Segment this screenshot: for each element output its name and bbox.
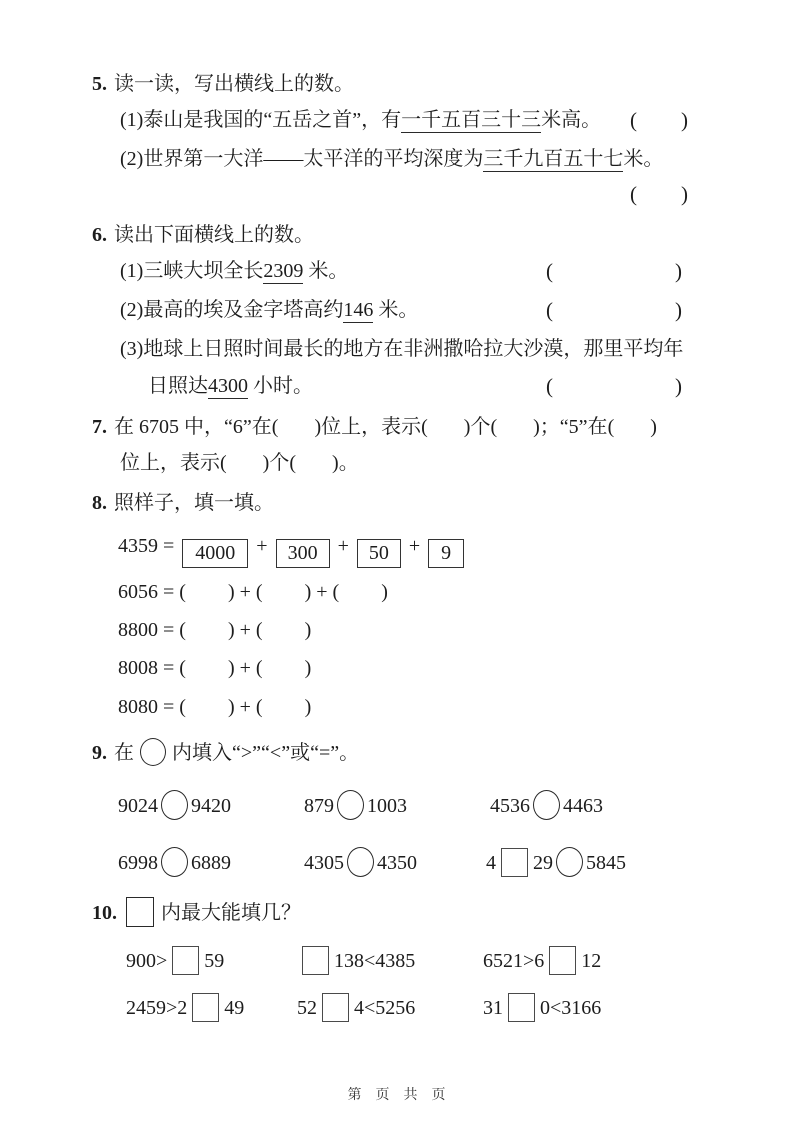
compare-circle xyxy=(140,738,166,766)
q10-cell-1 xyxy=(126,946,224,976)
close-paren: ) xyxy=(304,581,312,603)
close-paren: ) xyxy=(681,182,688,206)
q6-item3-line2 xyxy=(148,371,313,401)
inequality-post: 12 xyxy=(581,950,602,972)
close-paren: ) xyxy=(675,298,682,322)
item-text: (1)三峡大坝全长 xyxy=(120,260,264,282)
item-text: (2)最高的埃及金字塔高约 xyxy=(120,299,344,321)
plus-sign: + xyxy=(239,619,251,641)
plus-sign: + xyxy=(337,535,349,557)
q10-cell-4 xyxy=(126,993,244,1023)
close-paren: ) xyxy=(533,416,540,438)
q6-item1-answer-blank xyxy=(546,256,682,286)
open-paren: ( xyxy=(490,416,498,438)
open-paren: ( xyxy=(630,108,637,132)
open-paren: ( xyxy=(546,298,553,322)
q10-cell-2 xyxy=(297,946,415,976)
q10-cell-5 xyxy=(297,993,415,1023)
item-text: ；“5”在 xyxy=(539,416,608,438)
compare-right: 1003 xyxy=(367,795,407,817)
open-paren: ( xyxy=(179,696,186,718)
compare-right: 6889 xyxy=(191,852,231,874)
equation-lhs: 4359 xyxy=(118,535,158,557)
plus-sign: + xyxy=(239,696,251,718)
q8-number: 8. xyxy=(92,492,107,514)
fill-box xyxy=(126,897,154,927)
equals-sign: = xyxy=(163,535,175,557)
open-paren: ( xyxy=(179,657,186,679)
compare-circle xyxy=(161,847,188,877)
close-paren: ) xyxy=(227,657,235,679)
compare-circle xyxy=(337,790,364,820)
q7-number: 7. xyxy=(92,416,107,438)
inequality-pre: 31 xyxy=(483,997,503,1019)
compare-circle xyxy=(161,790,188,820)
fill-box xyxy=(322,993,349,1022)
fill-box xyxy=(302,946,329,975)
close-paren: ) xyxy=(304,657,312,679)
equals-sign: = xyxy=(163,619,175,641)
answer-parens xyxy=(256,653,311,683)
underlined-number: 一千五百三十三 xyxy=(401,109,542,131)
inequality-pre: 52 xyxy=(297,997,317,1019)
open-paren: ( xyxy=(179,619,186,641)
equals-sign: = xyxy=(163,581,175,603)
answer-parens xyxy=(256,692,311,722)
plus-sign: + xyxy=(408,535,421,557)
compare-left: 4536 xyxy=(490,795,530,817)
value-box: 4000 xyxy=(182,539,248,568)
item-text: (1)泰山是我国的“五岳之首”，有 xyxy=(120,109,402,131)
inequality-post: 4<5256 xyxy=(354,997,416,1019)
q8-example-row xyxy=(118,531,467,564)
open-paren: ( xyxy=(271,416,279,438)
q5-item1-answer-blank xyxy=(630,105,688,135)
open-paren: ( xyxy=(630,182,637,206)
q9-number: 9. xyxy=(92,742,107,764)
close-paren: ) xyxy=(227,619,235,641)
inequality-post: 49 xyxy=(224,997,245,1019)
q9-pair-1 xyxy=(118,790,231,820)
value-box: 300 xyxy=(276,539,330,568)
answer-parens xyxy=(179,653,234,683)
compare-left: 879 xyxy=(304,795,334,817)
item-text: 米。 xyxy=(303,260,349,282)
item-text: 米。 xyxy=(623,148,664,170)
compare-left: 6998 xyxy=(118,852,158,874)
q6-item3-line1 xyxy=(120,334,683,364)
close-paren: ) xyxy=(650,416,657,438)
q6-number: 6. xyxy=(92,224,107,246)
answer-parens xyxy=(179,577,234,607)
item-text: 位上，表示 xyxy=(321,416,422,438)
inequality-pre: 6521>6 xyxy=(483,950,545,972)
answer-parens xyxy=(256,577,311,607)
q8-title-line xyxy=(92,488,274,518)
value-box: 9 xyxy=(428,539,464,568)
q10-title-line xyxy=(92,897,301,927)
underlined-number: 146 xyxy=(343,299,374,321)
close-paren: ) xyxy=(227,696,235,718)
q6-item3-answer-blank xyxy=(546,371,682,401)
close-paren: ) xyxy=(681,108,688,132)
q9-title-post: 内填入“>”“<”或“=”。 xyxy=(172,742,360,764)
open-paren: ( xyxy=(255,581,263,603)
q8-row-8800 xyxy=(118,615,311,645)
q10-title-post: 内最大能填几？ xyxy=(161,902,301,924)
compare-left: 4305 xyxy=(304,852,344,874)
equals-sign: = xyxy=(163,696,175,718)
fill-box xyxy=(192,993,219,1022)
close-paren: ) xyxy=(332,452,339,474)
answer-parens xyxy=(608,412,657,442)
item-text: 个 xyxy=(470,416,491,438)
q6-item1-line xyxy=(120,256,348,286)
equation-lhs: 8080 xyxy=(118,696,158,718)
compare-left: 4 xyxy=(486,852,496,874)
open-paren: ( xyxy=(607,416,615,438)
item-text: 小时。 xyxy=(248,375,313,397)
answer-parens xyxy=(220,448,269,478)
compare-right: 4463 xyxy=(563,795,603,817)
open-paren: ( xyxy=(255,657,263,679)
open-paren: ( xyxy=(255,619,263,641)
answer-parens xyxy=(179,615,234,645)
compare-circle xyxy=(347,847,374,877)
item-text: 米。 xyxy=(373,299,419,321)
open-paren: ( xyxy=(546,259,553,283)
q9-title-pre: 在 xyxy=(114,742,134,764)
q9-pair-3 xyxy=(490,790,603,820)
inequality-post: 59 xyxy=(204,950,225,972)
q5-item2-answer-blank xyxy=(630,179,688,209)
close-paren: ) xyxy=(463,416,471,438)
compare-circle xyxy=(533,790,560,820)
inequality-pre: 2459>2 xyxy=(126,997,188,1019)
close-paren: ) xyxy=(381,581,388,603)
q5-title-line xyxy=(92,69,354,99)
q10-cell-3 xyxy=(483,946,601,976)
close-paren: ) xyxy=(314,416,322,438)
close-paren: ) xyxy=(675,259,682,283)
equation-lhs: 8800 xyxy=(118,619,158,641)
q9-pair-5 xyxy=(304,847,417,877)
q10-cell-6 xyxy=(483,993,601,1023)
answer-parens xyxy=(179,692,234,722)
plus-sign: + xyxy=(256,535,268,557)
item-text: 米高。 xyxy=(541,109,602,131)
q6-item2-line xyxy=(120,295,418,325)
plus-sign: + xyxy=(239,657,251,679)
open-paren: ( xyxy=(289,452,297,474)
q5-item1-line xyxy=(120,105,601,135)
q9-pair-4 xyxy=(118,847,231,877)
open-paren: ( xyxy=(255,696,263,718)
equation-lhs: 8008 xyxy=(118,657,158,679)
q6-title: 读出下面横线上的数。 xyxy=(114,224,314,246)
item-text: (3)地球上日照时间最长的地方在非洲撒哈拉大沙漠，那里平均年 xyxy=(120,338,684,360)
close-paren: ) xyxy=(304,619,312,641)
fill-box xyxy=(501,848,528,877)
q8-title: 照样子，填一填。 xyxy=(114,492,274,514)
q10-number: 10. xyxy=(92,902,117,924)
compare-right: 4350 xyxy=(377,852,417,874)
q6-item2-answer-blank xyxy=(546,295,682,325)
inequality-post: 0<3166 xyxy=(540,997,602,1019)
q5-number: 5. xyxy=(92,73,107,95)
q8-row-8008 xyxy=(118,653,311,683)
q6-title-line xyxy=(92,220,314,250)
item-text: 日照达 xyxy=(148,375,208,397)
plus-sign: + xyxy=(316,581,328,603)
underlined-number: 2309 xyxy=(263,260,304,282)
answer-parens xyxy=(333,577,388,607)
answer-parens xyxy=(421,412,470,442)
open-paren: ( xyxy=(220,452,227,474)
open-paren: ( xyxy=(179,581,186,603)
equation-lhs: 6056 xyxy=(118,581,158,603)
equals-sign: = xyxy=(163,657,175,679)
q8-row-8080 xyxy=(118,692,311,722)
q9-pair-special xyxy=(486,847,626,877)
compare-mid: 29 xyxy=(533,852,553,874)
item-text: 位上，表示 xyxy=(120,452,220,474)
close-paren: ) xyxy=(304,696,312,718)
q9-title-line xyxy=(92,738,359,768)
open-paren: ( xyxy=(546,374,553,398)
footer-page-label: 第页共页 xyxy=(347,1086,460,1102)
close-paren: ) xyxy=(262,452,270,474)
compare-circle xyxy=(556,847,583,877)
value-box: 50 xyxy=(357,539,401,568)
compare-right: 9420 xyxy=(191,795,231,817)
inequality-pre: 900> xyxy=(126,950,168,972)
answer-parens xyxy=(289,448,338,478)
inequality-post: 138<4385 xyxy=(334,950,416,972)
plus-sign: + xyxy=(239,581,251,603)
q7-line2 xyxy=(120,448,359,478)
q5-item2-line xyxy=(120,144,663,174)
item-text: (2)世界第一大洋——太平洋的平均深度为 xyxy=(120,148,484,170)
compare-left: 9024 xyxy=(118,795,158,817)
item-text: 。 xyxy=(338,452,359,474)
underlined-number: 三千九百五十七 xyxy=(483,148,624,170)
answer-parens xyxy=(272,412,321,442)
open-paren: ( xyxy=(421,416,428,438)
q8-row-6056 xyxy=(118,577,388,607)
fill-box xyxy=(508,993,535,1022)
item-text: 个 xyxy=(269,452,290,474)
q7-line1 xyxy=(92,412,657,442)
item-text: 在 6705 中，“6”在 xyxy=(114,416,272,438)
answer-parens xyxy=(256,615,311,645)
close-paren: ) xyxy=(227,581,235,603)
underlined-number: 4300 xyxy=(208,375,248,397)
q5-title: 读一读，写出横线上的数。 xyxy=(114,73,354,95)
open-paren: ( xyxy=(332,581,340,603)
fill-box xyxy=(549,946,576,975)
close-paren: ) xyxy=(675,374,682,398)
compare-right: 5845 xyxy=(586,852,626,874)
q9-pair-2 xyxy=(304,790,407,820)
answer-parens xyxy=(490,412,539,442)
fill-box xyxy=(172,946,199,975)
